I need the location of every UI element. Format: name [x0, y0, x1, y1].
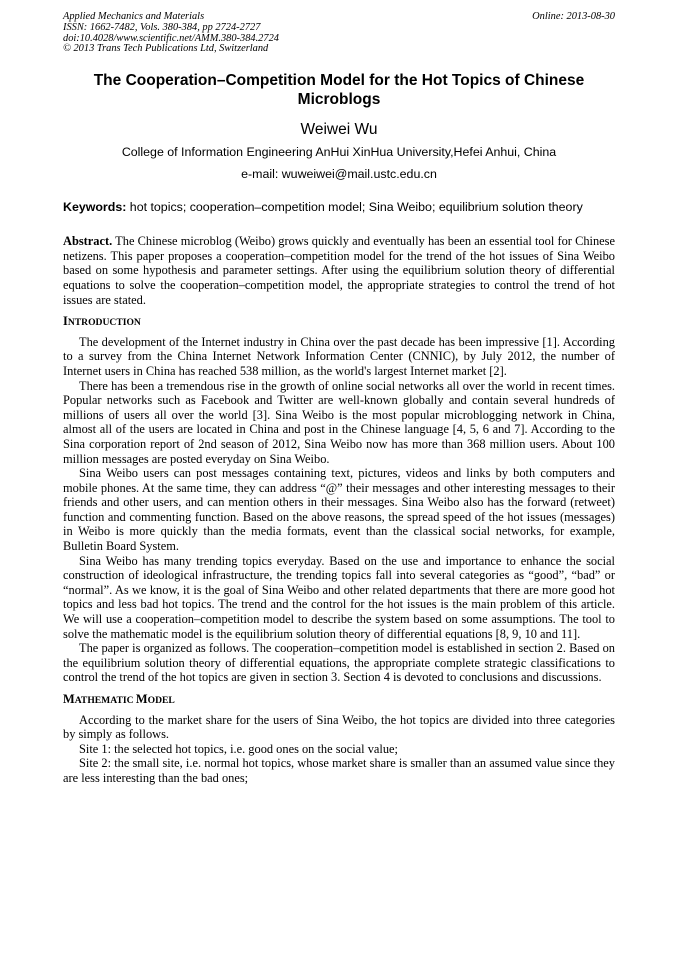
introduction-body [63, 335, 615, 685]
section-heading-initial: I [63, 314, 68, 329]
section-heading-mathematic-model [63, 692, 615, 709]
journal-name: Applied Mechanics and Materials [63, 11, 205, 22]
keywords-text: hot topics; cooperation–competition model; Sina Weibo; equilibrium solution theory [126, 200, 583, 215]
paragraph: Site 1: the selected hot topics, i.e. good ones on the social value; [79, 741, 398, 756]
section-heading-rest: NTRODUCTION [67, 317, 141, 329]
keywords [63, 200, 615, 215]
paragraph: Site 2: the small site, i.e. normal hot topics, whose market share is smaller than an assumed value since they are less interesting than the bad ones; [63, 756, 615, 785]
paragraph: According to the market share for the users of Sina Weibo, the hot topics are divided into three categories by simply as follows. [63, 712, 615, 742]
doi-line: doi:10.4028/www.scientific.net/AMM.380-384.2724 [63, 32, 279, 44]
paragraph: There has been a tremendous rise in the growth of online social networks all over the world in recent times. Popular networks such as Facebook and Twitter are well-known globally and contain several hundreds of millions of users all over the world [3]. Sina Weibo is the most popular microblogging network in China, almost all of the users are located in China and post in the Chinese language [4, 5, 6 and 7]. According to the Sina corporation report of 2nd season of 2012, Sina Weibo now has more than 368 million users. About 100 million messages are posted everyday on Sina Weibo. [63, 378, 615, 466]
section-heading-rest-2: ODEL [147, 695, 175, 706]
online-date: Online: 2013-08-30 [532, 11, 615, 22]
paragraph: The development of the Internet industry in China over the past decade has been impressive [1]. According to a survey from the China Internet Network Information Center (CNNIC), by July 2012, the number of Internet users in China has reached 538 million, as the world's largest Internet market [2]. [63, 334, 615, 378]
abstract [63, 234, 615, 307]
author-email: e-mail: wuweiwei@mail.ustc.edu.cn [241, 167, 437, 182]
keywords-label: Keywords: [63, 200, 127, 215]
author-name: Weiwei Wu [300, 121, 378, 139]
affiliation: College of Information Engineering AnHui XinHua University,Hefei Anhui, China [121, 145, 557, 160]
section-heading-initial: M [63, 692, 75, 706]
issn-line: ISSN: 1662-7482, Vols. 380-384, pp 2724-2727 [63, 21, 261, 33]
abstract-text: The Chinese microblog (Weibo) grows quickly and eventually has been an essential tool for Chinese netizens. This paper proposes a cooperation–competition model for the trend of the hot issues of Sina Weibo based on some hypothesis and parameter settings. After using the equilibrium solution theory of differential equations to solve the cooperation–competition model, the appropriate strategies to control the trend of hot issues are stated. [63, 234, 615, 307]
section-heading-initial-2: M [135, 692, 148, 706]
paragraph: Sina Weibo has many trending topics everyday. Based on the use and importance to enhance the social construction of ideological infrastructure, the trending topics fall into several categories as “good”, “bad” or “normal”. As we know, it is the goal of Sina Weibo and other related departments that there are more good hot topics and less bad hot topics. The trend and the control for the hot issues is the main problem of this article. We will use a cooperation–competition model to describe the system based on some assumptions. The tool to solve the mathematic model is the equilibrium solution theory of differential equations [8, 9, 10 and 11]. [63, 553, 615, 641]
section-heading-introduction [63, 314, 615, 331]
paragraph: Sina Weibo users can post messages containing text, pictures, videos and links by both computers and mobile phones. At the same time, they can address “@” their messages and other interesting messages to their friends and other users, and can mention others in their messages. Sina Weibo also has the forward (retweet) function and commenting function. Based on the above reasons, the spread speed of the hot issues (messages) in Weibo is more quickly than the media formats, event than the classical social networks, for example, Bulletin Board System. [63, 466, 615, 554]
paragraph: The paper is organized as follows. The cooperation–competition model is established in section 2. Based on the equilibrium solution theory of differential equations, the appropriate complete strategic classifications to control the trend of the hot topics are given in section 3. Section 4 is devoted to conclusions and discussions. [63, 641, 615, 685]
abstract-label: Abstract. [63, 234, 113, 249]
copyright-line: © 2013 Trans Tech Publications Ltd, Switzerland [63, 43, 269, 55]
model-body [63, 713, 615, 786]
journal-header [63, 12, 615, 55]
paper-title: The Cooperation–Competition Model for the Hot Topics of Chinese Microblogs [93, 72, 585, 109]
section-heading-rest: ATHEMATIC [74, 695, 136, 706]
